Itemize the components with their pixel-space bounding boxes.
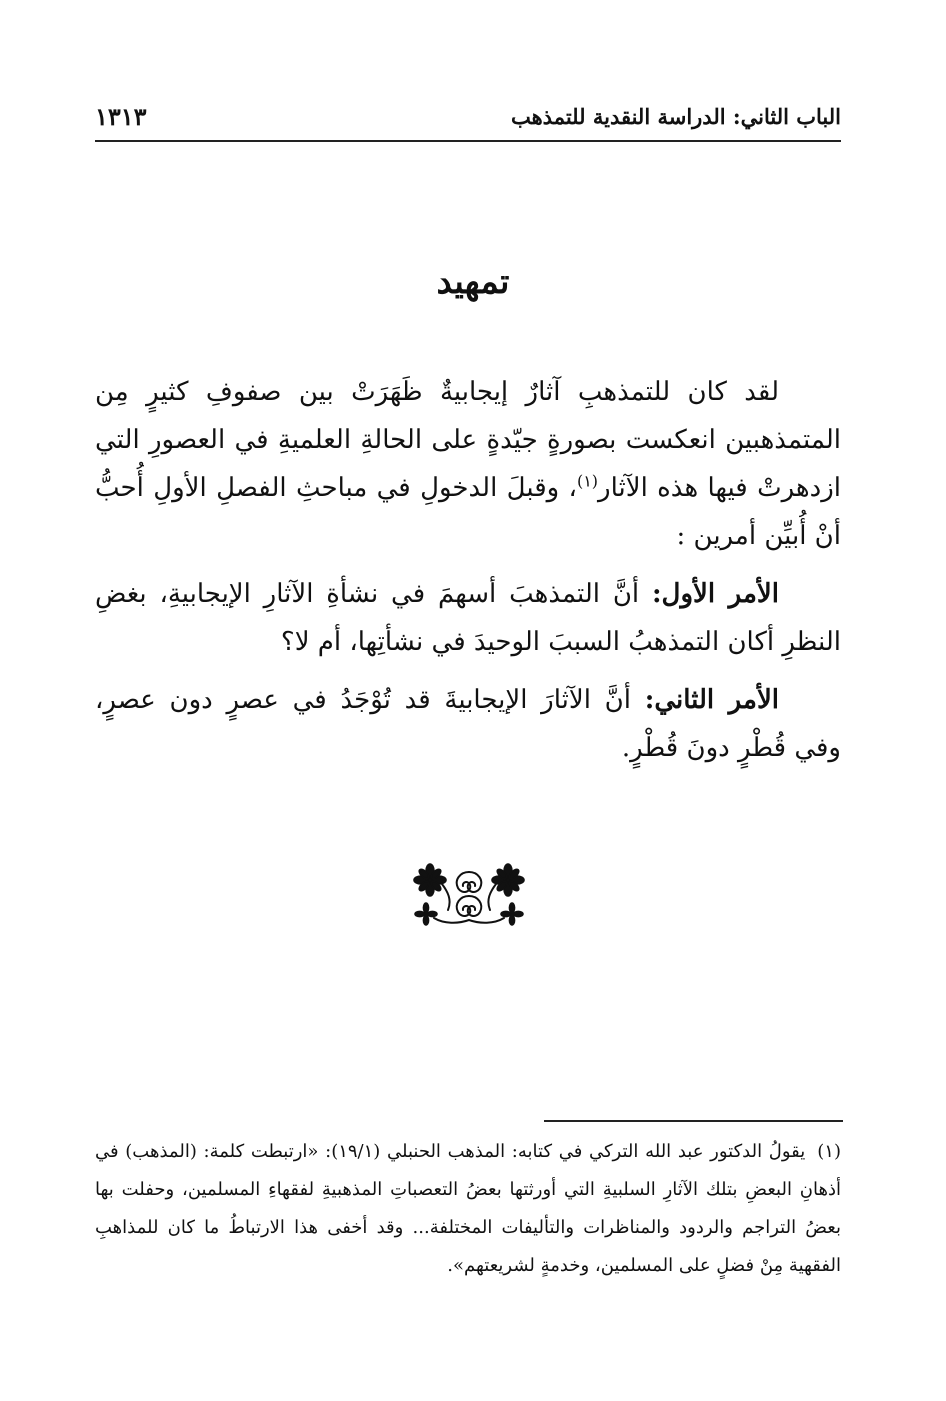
running-title: الباب الثاني: الدراسة النقدية للتمذهب [510,104,841,129]
footnote-1 [95,1133,841,1285]
intro-text-after: ، وقبلَ الدخولِ في مباحثِ الفصلِ الأولِ أُحبُّ أنْ أُبيِّن أمرين : [95,473,841,551]
section-heading: تمهيد [436,262,510,302]
floral-ornament-icon [408,862,530,930]
page-number: ١٣١٣ [95,102,147,131]
intro-paragraph [95,368,841,560]
footnote-number: (١) [817,1141,841,1162]
footnote-text: يقولُ الدكتور عبد الله التركي في كتابه: المذهب الحنبلي (١٩/١): «ارتبطت كلمة: (المذهب) في أذهانِ البعضِ بتلك الآثارِ السلبيةِ التي أورثتها بعضُ التعصباتِ المذهبيةِ لفقهاءِ المسلمين، وحفلت بها بعضُ التراجم والردود والمناظرات والتأليفات المختلفة... وقد أخفى هذا الارتباطُ ما كان للمذاهبِ الفقهية مِنْ فضلٍ على المسلمين، وخدمةٍ لشريعتهم». [95,1141,841,1276]
point-paragraph-1 [95,570,841,666]
point-text-2: أنَّ الآثارَ الإيجابيةَ قد تُوْجَدُ في عصرٍ دون عصرٍ، وفي قُطْرٍ دونَ قُطْرٍ. [95,685,841,763]
footnote-reference[interactable]: (١) [576,471,599,491]
intro-text: لقد كان للتمذهبِ آثارٌ إيجابيةٌ ظَهَرَتْ بين صفوفِ كثيرٍ مِن المتمذهبين انعكست بصورةٍ جيّدةٍ على الحالةِ العلميةِ في العصورِ التي ازدهرتْ فيها هذه الآثار [95,377,841,503]
body-text [95,368,841,772]
footnotes [95,1133,841,1285]
footnote-separator [544,1120,843,1122]
point-paragraph-2 [95,676,841,772]
point-label-1: الأمر الأول: [651,579,779,609]
point-label-2: الأمر الثاني: [644,685,780,715]
running-header [95,100,841,142]
point-text-1: أنَّ التمذهبَ أسهمَ في نشأةِ الآثارِ الإيجابيةِ، بغضِ النظرِ أكان التمذهبُ السببَ الوحيدَ في نشأتِها، أم لا؟ [95,579,841,657]
